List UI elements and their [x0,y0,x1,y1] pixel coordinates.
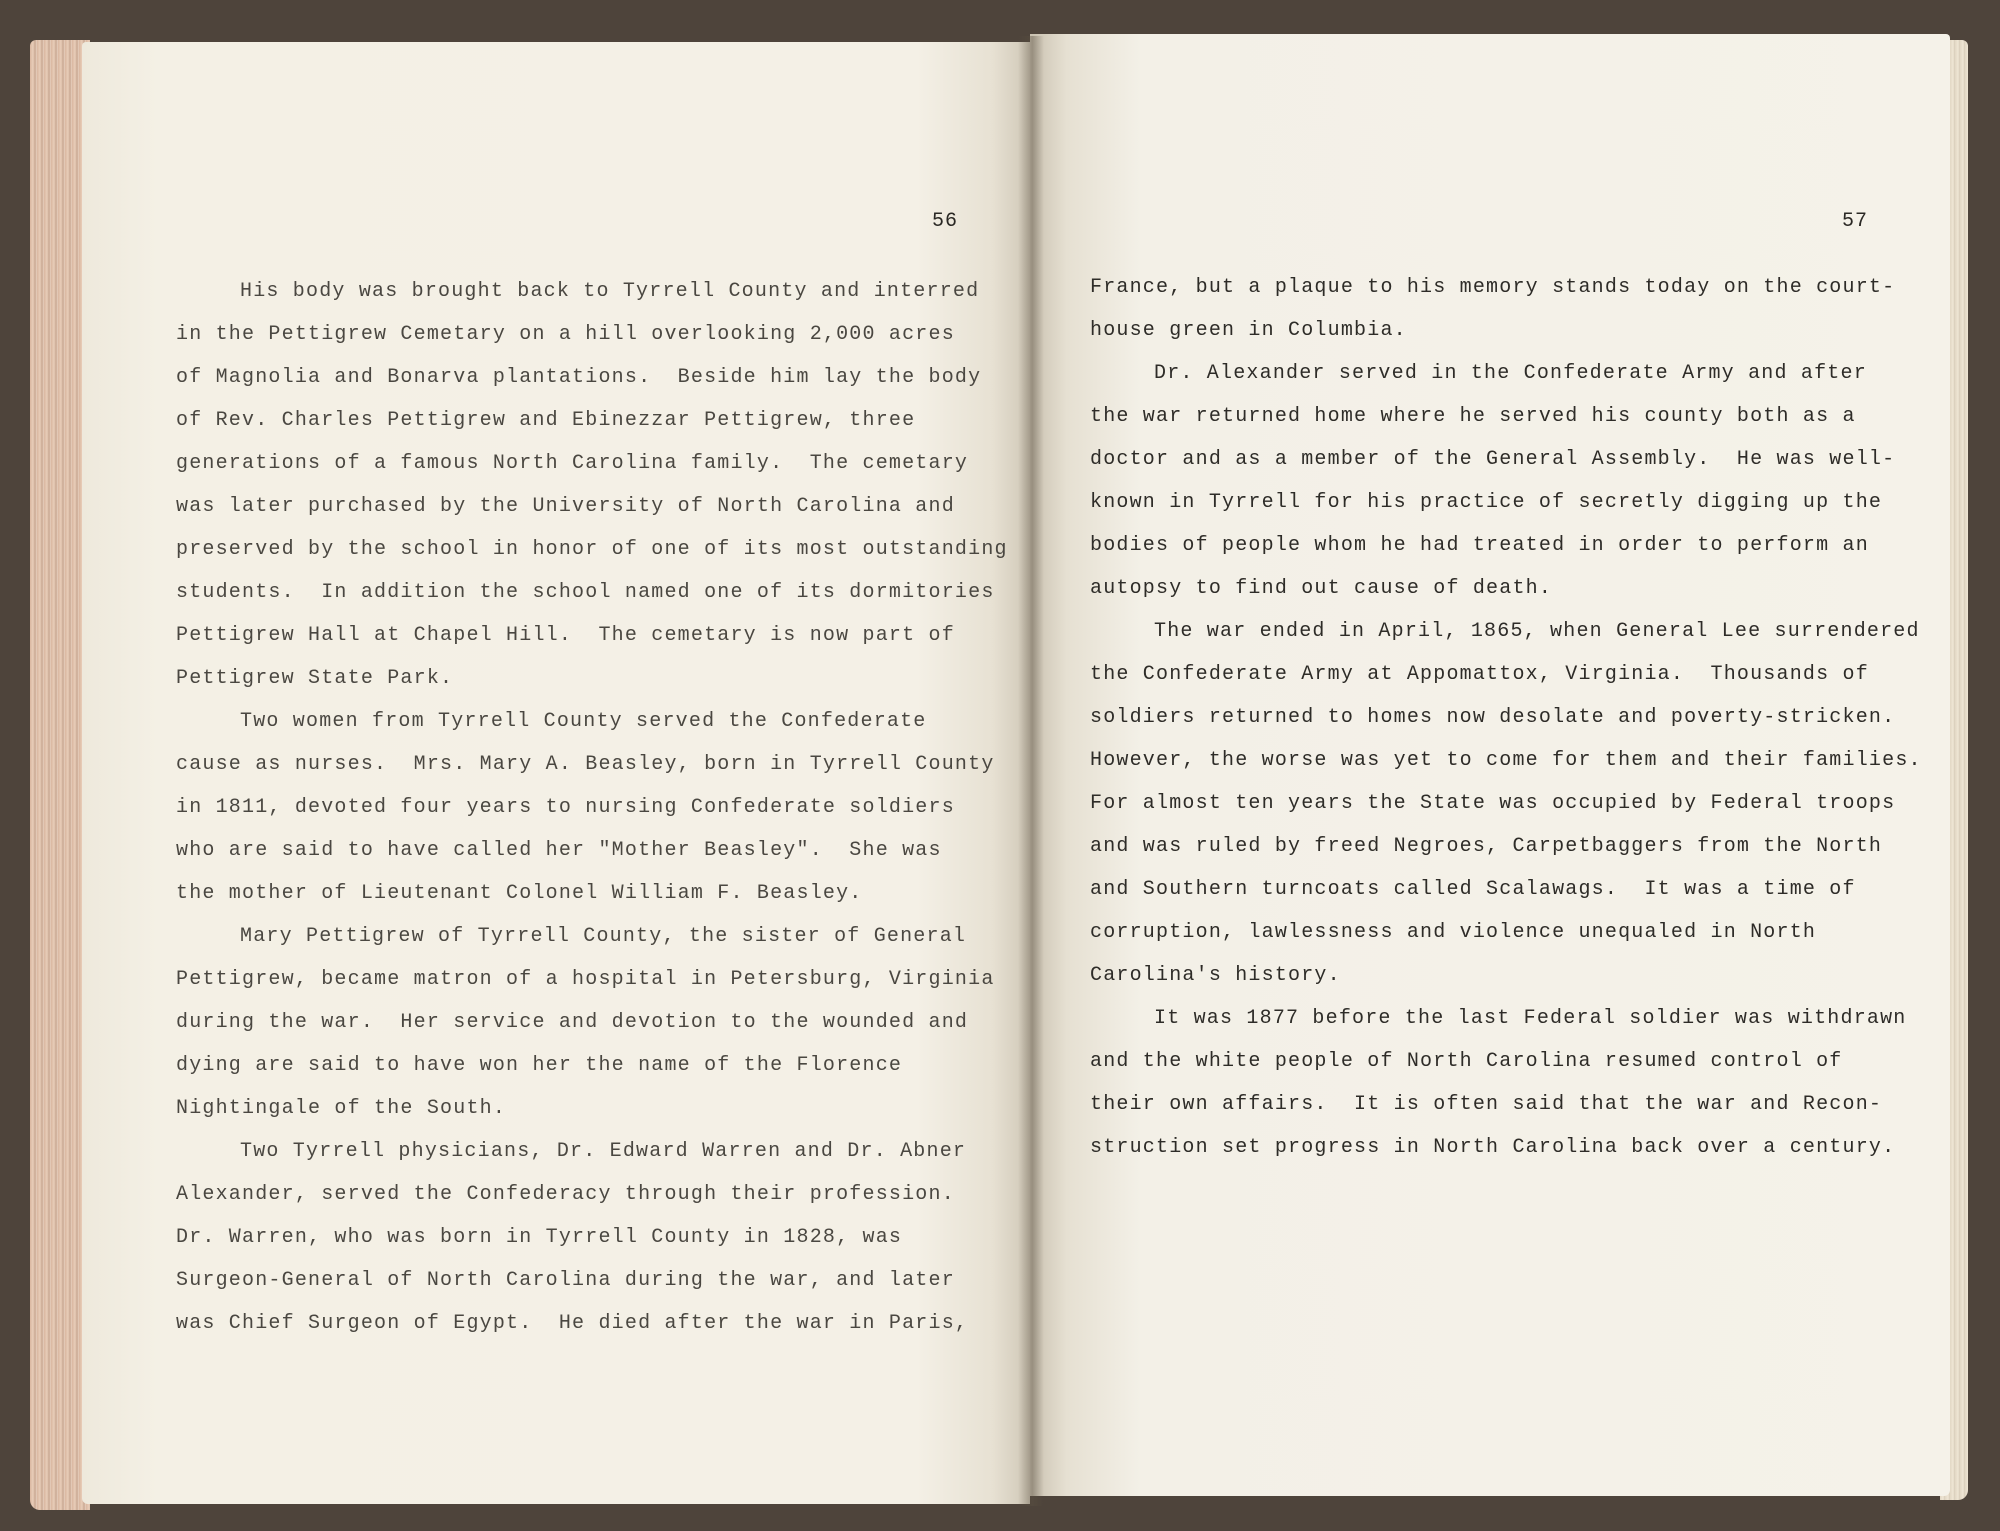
text-line: bodies of people whom he had treated in order to perform an [1090,534,1869,557]
text-line: house green in Columbia. [1090,319,1407,342]
text-line: Nightingale of the South. [176,1097,507,1120]
text-line: His body was brought back to Tyrrell County and interred [240,280,980,303]
text-line: autopsy to find out cause of death. [1090,577,1553,600]
text-line: Dr. Alexander served in the Confederate Army and after [1154,362,1867,385]
text-line: and was ruled by freed Negroes, Carpetbaggers from the North [1090,835,1883,858]
text-line: corruption, lawlessness and violence unequaled in North [1090,921,1817,944]
text-line: Pettigrew, became matron of a hospital in Petersburg, Virginia [176,968,995,991]
text-line: and Southern turncoats called Scalawags. It was a time of [1090,878,1856,901]
text-line: the war returned home where he served his county both as a [1090,405,1856,428]
text-line: Pettigrew Hall at Chapel Hill. The cemetary is now part of [176,624,955,647]
text-line: dying are said to have won her the name of the Florence [176,1054,903,1077]
text-line: It was 1877 before the last Federal soldier was withdrawn [1154,1007,1907,1030]
text-line: of Magnolia and Bonarva plantations. Beside him lay the body [176,366,982,389]
left-page-body [176,270,1016,1345]
book-gutter [1018,36,1044,1506]
text-line: generations of a famous North Carolina family. The cemetary [176,452,969,475]
text-line: in the Pettigrew Cemetary on a hill overlooking 2,000 acres [176,323,955,346]
text-line: preserved by the school in honor of one of its most outstanding [176,538,1008,561]
text-line: Alexander, served the Confederacy through their profession. [176,1183,955,1206]
text-line: of Rev. Charles Pettigrew and Ebinezzar Pettigrew, three [176,409,916,432]
text-line: However, the worse was yet to come for them and their families. [1090,749,1922,772]
text-line: For almost ten years the State was occupied by Federal troops [1090,792,1896,815]
text-line: Mary Pettigrew of Tyrrell County, the sister of General [240,925,967,948]
text-line: was later purchased by the University of North Carolina and [176,495,955,518]
text-line: struction set progress in North Carolina back over a century. [1090,1136,1896,1159]
text-line: students. In addition the school named one of its dormitories [176,581,995,604]
text-line: the mother of Lieutenant Colonel William F. Beasley. [176,882,863,905]
text-line: France, but a plaque to his memory stands today on the court- [1090,276,1896,299]
text-line: their own affairs. It is often said that the war and Recon- [1090,1093,1883,1116]
text-line: who are said to have called her "Mother Beasley". She was [176,839,942,862]
text-line: was Chief Surgeon of Egypt. He died after the war in Paris, [176,1312,969,1335]
page-edges-left [30,40,90,1510]
left-page-number: 56 [932,210,959,233]
text-line: in 1811, devoted four years to nursing Confederate soldiers [176,796,955,819]
text-line: known in Tyrrell for his practice of secretly digging up the [1090,491,1883,514]
text-line: cause as nurses. Mrs. Mary A. Beasley, born in Tyrrell County [176,753,995,776]
right-page-number: 57 [1842,210,1869,233]
text-line: and the white people of North Carolina resumed control of [1090,1050,1843,1073]
text-line: Carolina's history. [1090,964,1341,987]
text-line: during the war. Her service and devotion to the wounded and [176,1011,969,1034]
text-line: Dr. Warren, who was born in Tyrrell County in 1828, was [176,1226,903,1249]
text-line: Surgeon-General of North Carolina during the war, and later [176,1269,955,1292]
text-line: Two Tyrrell physicians, Dr. Edward Warren and Dr. Abner [240,1140,967,1163]
text-line: The war ended in April, 1865, when General Lee surrendered [1154,620,1920,643]
text-line: Pettigrew State Park. [176,667,454,690]
text-line: doctor and as a member of the General Assembly. He was well- [1090,448,1896,471]
text-line: the Confederate Army at Appomattox, Virginia. Thousands of [1090,663,1869,686]
text-line: soldiers returned to homes now desolate and poverty-stricken. [1090,706,1896,729]
text-line: Two women from Tyrrell County served the Confederate [240,710,927,733]
right-page-body [1090,266,1950,1169]
